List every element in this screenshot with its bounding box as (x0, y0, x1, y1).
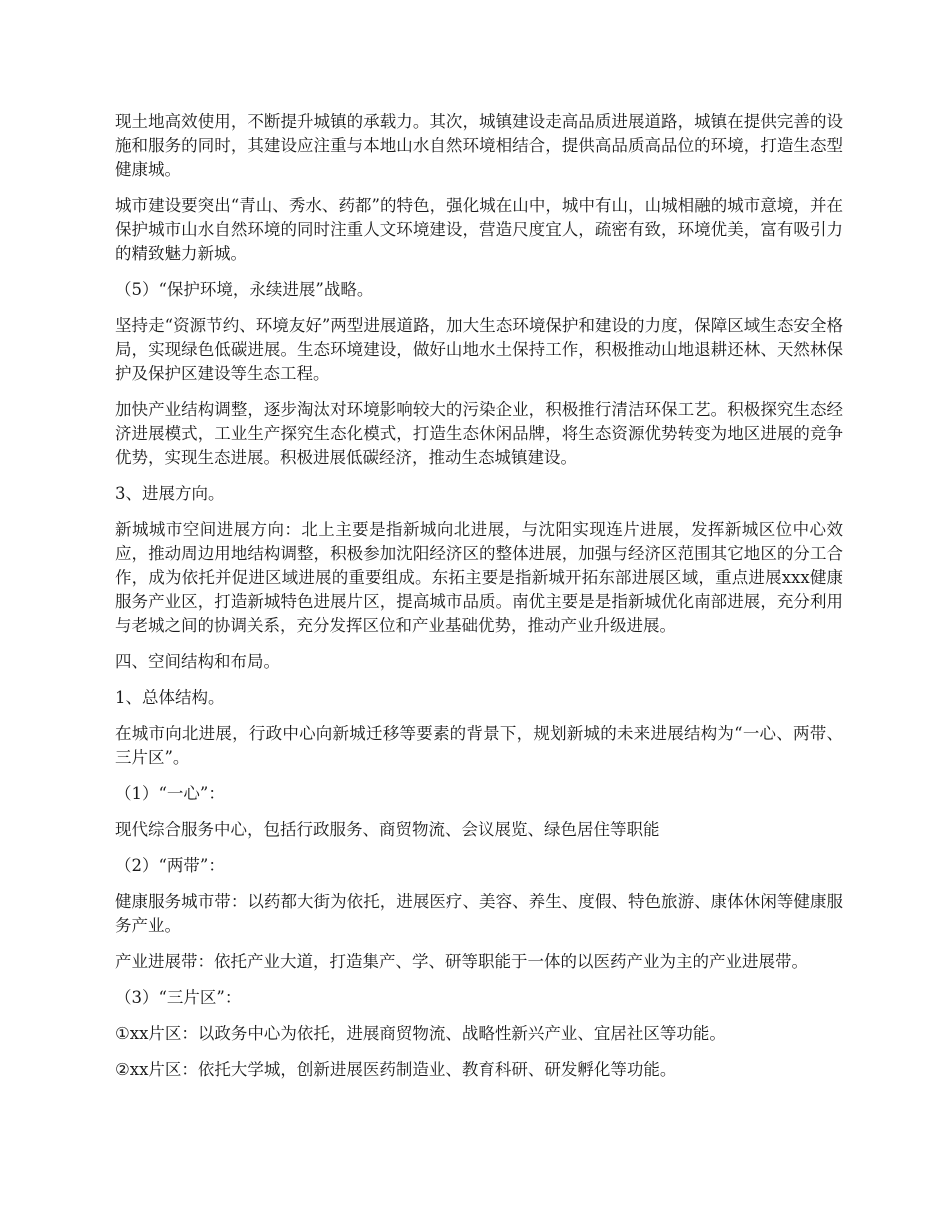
paragraph: 现代综合服务中心，包括行政服务、商贸物流、会议展览、绿色居住等职能 (115, 820, 660, 839)
paragraph: 健康服务城市带：以药都大街为依托，进展医疗、美容、养生、度假、特色旅游、康体休闲等健康服务产业。 (115, 892, 843, 935)
paragraph: 产业进展带：依托产业大道，打造集产、学、研等职能于一体的以医药产业为主的产业进展带。 (115, 952, 808, 971)
section-heading: 3、进展方向。 (115, 484, 225, 503)
section-heading: 四、空间结构和布局。 (115, 652, 280, 671)
section-heading: （5）“保护环境，永续进展”战略。 (115, 280, 374, 299)
paragraph: 城市建设要突出“青山、秀水、药都”的特色，强化城在山中，城中有山，山城相融的城市意境，并在保护城市山水自然环境的同时注重人文环境建设，营造尺度宜人，疏密有致，环境优美，富有吸引力的精致魅力新城。 (115, 196, 843, 263)
list-item: ②xx片区：依托大学城，创新进展医药制造业、教育科研、研发孵化等功能。 (115, 1060, 677, 1079)
section-heading: （1）“一心”： (115, 784, 225, 803)
section-heading: （2）“两带”： (115, 856, 225, 875)
paragraph: 在城市向北进展，行政中心向新城迁移等要素的背景下，规划新城的未来进展结构为“一心、两带、三片区”。 (115, 724, 843, 767)
list-item: ①xx片区：以政务中心为依托，进展商贸物流、战略性新兴产业、宜居社区等功能。 (115, 1024, 726, 1043)
section-heading: 1、总体结构。 (115, 688, 225, 707)
section-heading: （3）“三片区”： (115, 988, 242, 1007)
paragraph: 坚持走“资源节约、环境友好”两型进展道路，加大生态环境保护和建设的力度，保障区域生态安全格局，实现绿色低碳进展。生态环境建设，做好山地水土保持工作，积极推动山地退耕还林、天然林保护及保护区建设等生态工程。 (115, 316, 843, 383)
paragraph: 新城城市空间进展方向：北上主要是指新城向北进展，与沈阳实现连片进展，发挥新城区位中心效应，推动周边用地结构调整，积极参加沈阳经济区的整体进展，加强与经济区范围其它地区的分工合作，成为依托并促进区域进展的重要组成。东拓主要是指新城开拓东部进展区域，重点进展xxx健康服务产业区，打造新城特色进展片区，提高城市品质。南优主要是是指新城优化南部进展，充分利用与老城之间的协调关系，充分发挥区位和产业基础优势，推动产业升级进展。 (115, 520, 843, 635)
document-body (115, 110, 843, 1094)
paragraph: 加快产业结构调整，逐步淘汰对环境影响较大的污染企业，积极推行清洁环保工艺。积极探究生态经济进展模式，工业生产探究生态化模式，打造生态休闲品牌，将生态资源优势转变为地区进展的竞争优势，实现生态进展。积极进展低碳经济，推动生态城镇建设。 (115, 400, 843, 467)
paragraph: 现土地高效使用，不断提升城镇的承载力。其次，城镇建设走高品质进展道路，城镇在提供完善的设施和服务的同时，其建设应注重与本地山水自然环境相结合，提供高品质高品位的环境，打造生态型健康城。 (115, 112, 843, 179)
